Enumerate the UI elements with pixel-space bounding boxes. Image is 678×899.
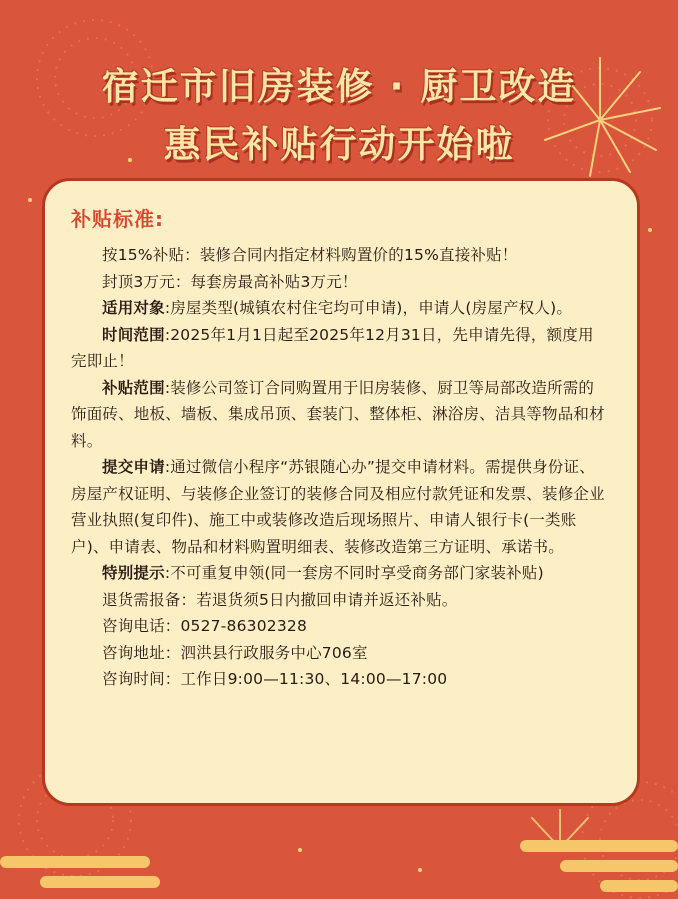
- item-text: :2025年1月1日起至2025年12月31日，先申请先得，额度用完即止！: [71, 325, 594, 370]
- item-submit-application: [71, 454, 609, 560]
- item-phone: [71, 613, 609, 640]
- item-eligibility: [71, 295, 609, 322]
- item-hours: [71, 666, 609, 693]
- item-text: 封顶3万元：每套房最高补贴3万元！: [102, 272, 358, 291]
- item-text: 退货需报备：若退货须5日内撤回申请并返还补贴。: [102, 590, 458, 609]
- title-line-1: 宿迁市旧房装修 · 厨卫改造: [101, 65, 577, 108]
- item-label: 补贴范围: [102, 378, 165, 397]
- item-subsidy-rate: [71, 242, 609, 269]
- title-line-2: 惠民补贴行动开始啦: [163, 123, 515, 166]
- item-label: 特别提示: [102, 564, 165, 582]
- item-special-note: [71, 560, 609, 587]
- item-text: :通过微信小程序“苏银随心办”提交申请材料。需提供身份证、房屋产权证明、与装修企业签订的装修合同及相应付款凭证和发票、装修企业营业执照(复印件)、施工中或装修改造后现场照片、申请人银行卡(一类账户)、申请表、物品和材料购置明细表、装修改造第三方证明、承诺书。: [71, 458, 605, 556]
- item-text: 咨询时间：工作日9:00—11:30、14:00—17:00: [102, 670, 448, 688]
- item-text: 咨询电话：0527-86302328: [102, 617, 308, 635]
- item-label: 时间范围: [102, 325, 165, 344]
- item-text: :装修公司签订合同购置用于旧房装修、厨卫等局部改造所需的饰面砖、地板、墙板、集成吊顶、套装门、整体柜、淋浴房、洁具等物品和材料。: [71, 378, 605, 450]
- section-title: 补贴标准:: [71, 207, 164, 231]
- item-subsidy-scope: [71, 375, 609, 455]
- item-time-range: [71, 322, 609, 375]
- item-cap: [71, 269, 609, 296]
- item-label: 适用对象: [102, 299, 165, 317]
- item-text: :不可重复申领(同一套房不同时享受商务部门家装补贴): [164, 564, 544, 582]
- item-address: [71, 640, 609, 667]
- item-text: 咨询地址：泗洪县行政服务中心706室: [102, 643, 368, 662]
- item-text: :房屋类型(城镇农村住宅均可申请)，申请人(房屋产权人)。: [164, 299, 573, 317]
- item-return-policy: [71, 587, 609, 614]
- item-text: 按15%补贴：装修合同内指定材料购置价的15%直接补贴！: [102, 246, 518, 264]
- info-panel: [42, 178, 640, 806]
- item-label: 提交申请: [102, 458, 165, 476]
